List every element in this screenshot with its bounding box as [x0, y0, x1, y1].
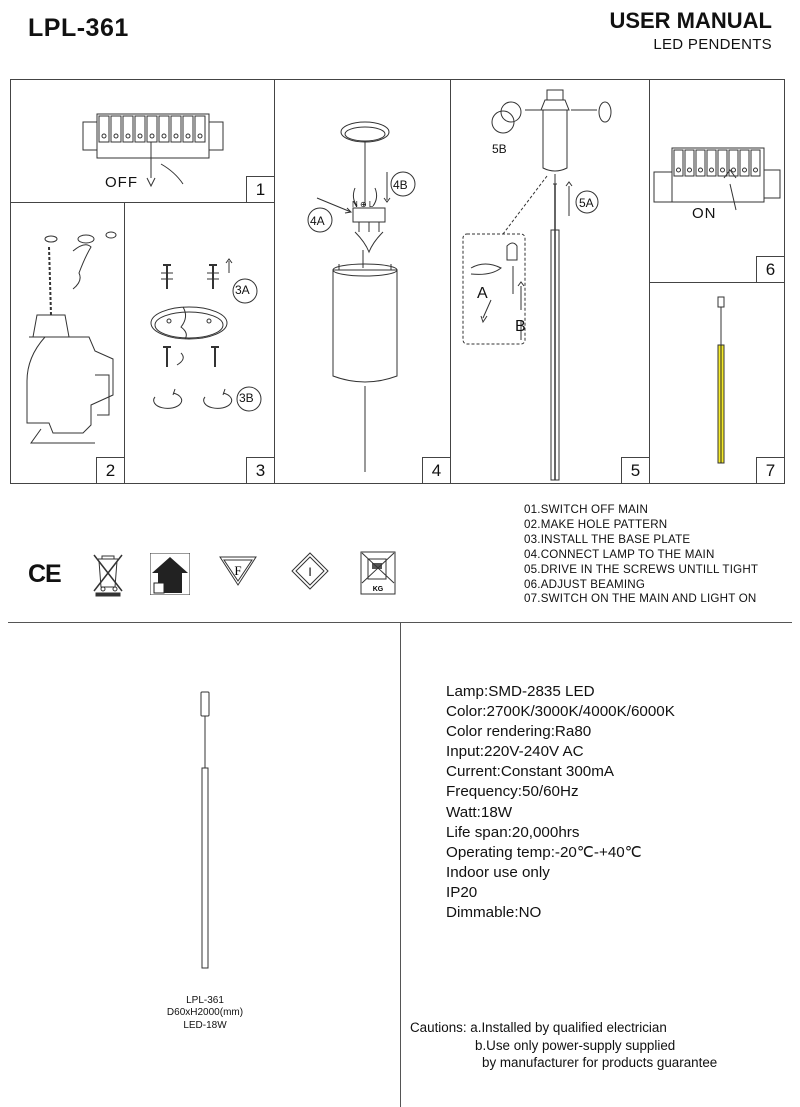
spec-row [446, 762, 675, 782]
breaker-off-illustration [11, 80, 276, 204]
spec-key: Input [446, 743, 480, 761]
callout-b: B [515, 318, 526, 335]
product-caption [150, 995, 260, 1032]
step-text-5: 05.DRIVE IN THE SCREWS UNTILL TIGHT [524, 562, 759, 576]
spec-key: Color [446, 703, 483, 721]
label-3a: 3A [235, 283, 250, 297]
spec-value: 50/60Hz [522, 783, 579, 801]
step-text-1: 01.SWITCH OFF MAIN [524, 503, 649, 516]
spec-separator: : [550, 843, 555, 861]
caution-line-2: b.Use only power-supply supplied [475, 1037, 676, 1053]
step-panel-2 [10, 202, 125, 484]
spec-key: Operating temp [446, 843, 551, 861]
spec-separator: : [507, 823, 512, 841]
spec-row [446, 742, 675, 762]
info-mark-letter: I [308, 565, 312, 579]
step-panel-6 [649, 79, 785, 283]
spec-key: Life span [446, 823, 508, 841]
step-panel-5 [450, 79, 650, 484]
step-number-1: 1 [246, 176, 274, 202]
caution-line-1: Cautions: a.Installed by qualified electrician [410, 1020, 667, 1035]
section-divider-vertical [400, 622, 401, 1107]
spec-key: Current [446, 763, 497, 781]
label-4a: 4A [310, 214, 325, 228]
spec-row [446, 903, 675, 923]
step-text-4: 04.CONNECT LAMP TO THE MAIN [524, 547, 715, 561]
spec-row [446, 702, 675, 722]
off-label: OFF [105, 174, 138, 191]
spec-value: 20,000hrs [511, 823, 580, 841]
spec-separator: : [484, 683, 489, 700]
spec-separator: : [479, 743, 485, 761]
label-5b: 5B [492, 142, 507, 156]
spec-separator: : [476, 803, 481, 821]
drive-screws-illustration [451, 80, 651, 485]
fragile-kg-icon [360, 551, 396, 600]
spec-separator: : [514, 904, 519, 922]
specifications-list [446, 682, 675, 923]
spec-separator: : [496, 763, 501, 781]
spec-key: Lamp [446, 683, 484, 700]
callout-a: A [477, 285, 488, 302]
step-number-2: 2 [96, 457, 124, 483]
f-mark-letter: F [234, 563, 242, 578]
step-text-3: 03.INSTALL THE BASE PLATE [524, 532, 691, 546]
manual-title: USER MANUAL [609, 8, 772, 33]
indoor-house-icon [150, 553, 190, 600]
step-text-2: 02.MAKE HOLE PATTERN [524, 517, 668, 531]
step-panel-4 [274, 79, 451, 484]
spec-separator: : [550, 723, 555, 741]
spec-key: IP20 [446, 883, 478, 901]
spec-value: 18W [480, 803, 513, 821]
spec-row [446, 722, 675, 742]
lamp-lit-illustration [650, 283, 786, 485]
step-panel-7 [649, 282, 785, 484]
spec-value: -20℃-+40℃ [554, 843, 642, 861]
spec-value: NO [518, 904, 542, 922]
spec-key: Frequency [446, 783, 518, 801]
step-text-6: 06.ADJUST BEAMING [524, 577, 646, 591]
caution-line-3: by manufacturer for products guarantee [482, 1055, 718, 1071]
spec-row [446, 803, 675, 823]
spec-row [446, 823, 675, 843]
spec-row [446, 883, 675, 903]
spec-key: Color rendering [446, 723, 551, 741]
model-number: LPL-361 [28, 14, 129, 42]
drill-illustration [11, 203, 126, 485]
info-diamond-icon [290, 551, 330, 596]
step-panel-3 [124, 202, 275, 484]
manual-subtitle: LED PENDENTS [653, 36, 772, 53]
spec-separator: : [517, 783, 522, 801]
installation-steps-list [524, 503, 758, 607]
spec-value: Constant 300mA [500, 763, 615, 781]
spec-separator: : [482, 703, 487, 721]
kg-label: KG [372, 586, 384, 593]
step-number-6: 6 [756, 256, 784, 282]
step-number-3: 3 [246, 457, 274, 483]
step-number-7: 7 [756, 457, 784, 483]
spec-key: Dimmable [446, 904, 515, 922]
ce-icon: CE [28, 560, 61, 588]
spec-value: 220V-240V AC [484, 743, 584, 761]
label-5a: 5A [579, 196, 594, 210]
caption-size: D60xH2000(mm) [166, 1007, 244, 1019]
step-number-5: 5 [621, 457, 649, 483]
f-mark-icon [218, 551, 258, 596]
spec-value: 2700K/3000K/4000K/6000K [486, 703, 675, 721]
spec-row [446, 863, 675, 883]
on-label: ON [692, 205, 717, 222]
terminal-label: N ⊕ L [352, 200, 374, 209]
connect-lamp-illustration [275, 80, 452, 485]
step-text-7: 07.SWITCH ON THE MAIN AND LIGHT ON [524, 592, 757, 606]
spec-key: Watt [446, 803, 477, 821]
label-4b: 4B [393, 178, 408, 192]
label-3b: 3B [239, 391, 254, 405]
breaker-on-illustration [650, 80, 786, 284]
caption-led: LED-18W [183, 1019, 227, 1031]
step-number-4: 4 [422, 457, 450, 483]
spec-value: SMD-2835 LED [488, 683, 595, 700]
step-panel-1 [10, 79, 275, 203]
base-plate-illustration [125, 203, 276, 485]
product-drawing [180, 688, 230, 978]
weee-bin-icon [90, 551, 126, 602]
cautions-block [410, 1019, 717, 1072]
spec-row [446, 782, 675, 802]
spec-key: Indoor use only [446, 863, 550, 881]
caption-model: LPL-361 [186, 995, 224, 1006]
spec-row [446, 843, 675, 863]
spec-row [446, 682, 675, 702]
spec-value: Ra80 [554, 723, 592, 741]
